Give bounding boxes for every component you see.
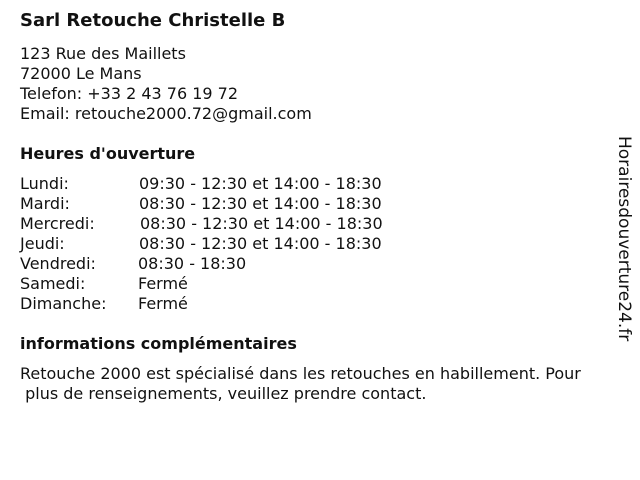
- address-street: 123 Rue des Maillets: [20, 44, 186, 63]
- day-label: Vendredi:: [20, 254, 96, 273]
- day-label: Mercredi:: [20, 214, 95, 233]
- address-city: 72000 Le Mans: [20, 64, 142, 83]
- time-range: 09:30 - 12:30 et 14:00 - 18:30: [139, 174, 382, 193]
- email-address: Email: retouche2000.72@gmail.com: [20, 104, 312, 123]
- hours-row: [20, 194, 440, 214]
- time-range: 08:30 - 12:30 et 14:00 - 18:30: [140, 214, 383, 233]
- hours-row: [20, 254, 440, 274]
- hours-row: [20, 294, 440, 314]
- opening-hours-heading: Heures d'ouverture: [20, 144, 196, 163]
- address-block: [20, 44, 312, 124]
- business-name: Sarl Retouche Christelle B: [20, 10, 286, 31]
- opening-hours-table: [20, 174, 440, 314]
- additional-info-heading: informations complémentaires: [20, 334, 297, 353]
- day-label: Dimanche:: [20, 294, 107, 313]
- day-label: Jeudi:: [20, 234, 65, 253]
- hours-row: [20, 234, 440, 254]
- hours-row: [20, 214, 440, 234]
- site-watermark: Horairesdouverture24.fr: [614, 136, 634, 342]
- info-line: plus de renseignements, veuillez prendre contact.: [20, 384, 427, 403]
- hours-row: [20, 274, 440, 294]
- time-range: Fermé: [138, 294, 188, 313]
- time-range: 08:30 - 18:30: [138, 254, 247, 273]
- day-label: Mardi:: [20, 194, 70, 213]
- additional-info-text: [20, 364, 630, 404]
- time-range: 08:30 - 12:30 et 14:00 - 18:30: [139, 194, 382, 213]
- time-range: 08:30 - 12:30 et 14:00 - 18:30: [139, 234, 382, 253]
- hours-row: [20, 174, 440, 194]
- phone-number: Telefon: +33 2 43 76 19 72: [20, 84, 239, 103]
- day-label: Samedi:: [20, 274, 86, 293]
- time-range: Fermé: [138, 274, 188, 293]
- day-label: Lundi:: [20, 174, 69, 193]
- info-line: Retouche 2000 est spécialisé dans les retouches en habillement. Pour: [20, 364, 581, 383]
